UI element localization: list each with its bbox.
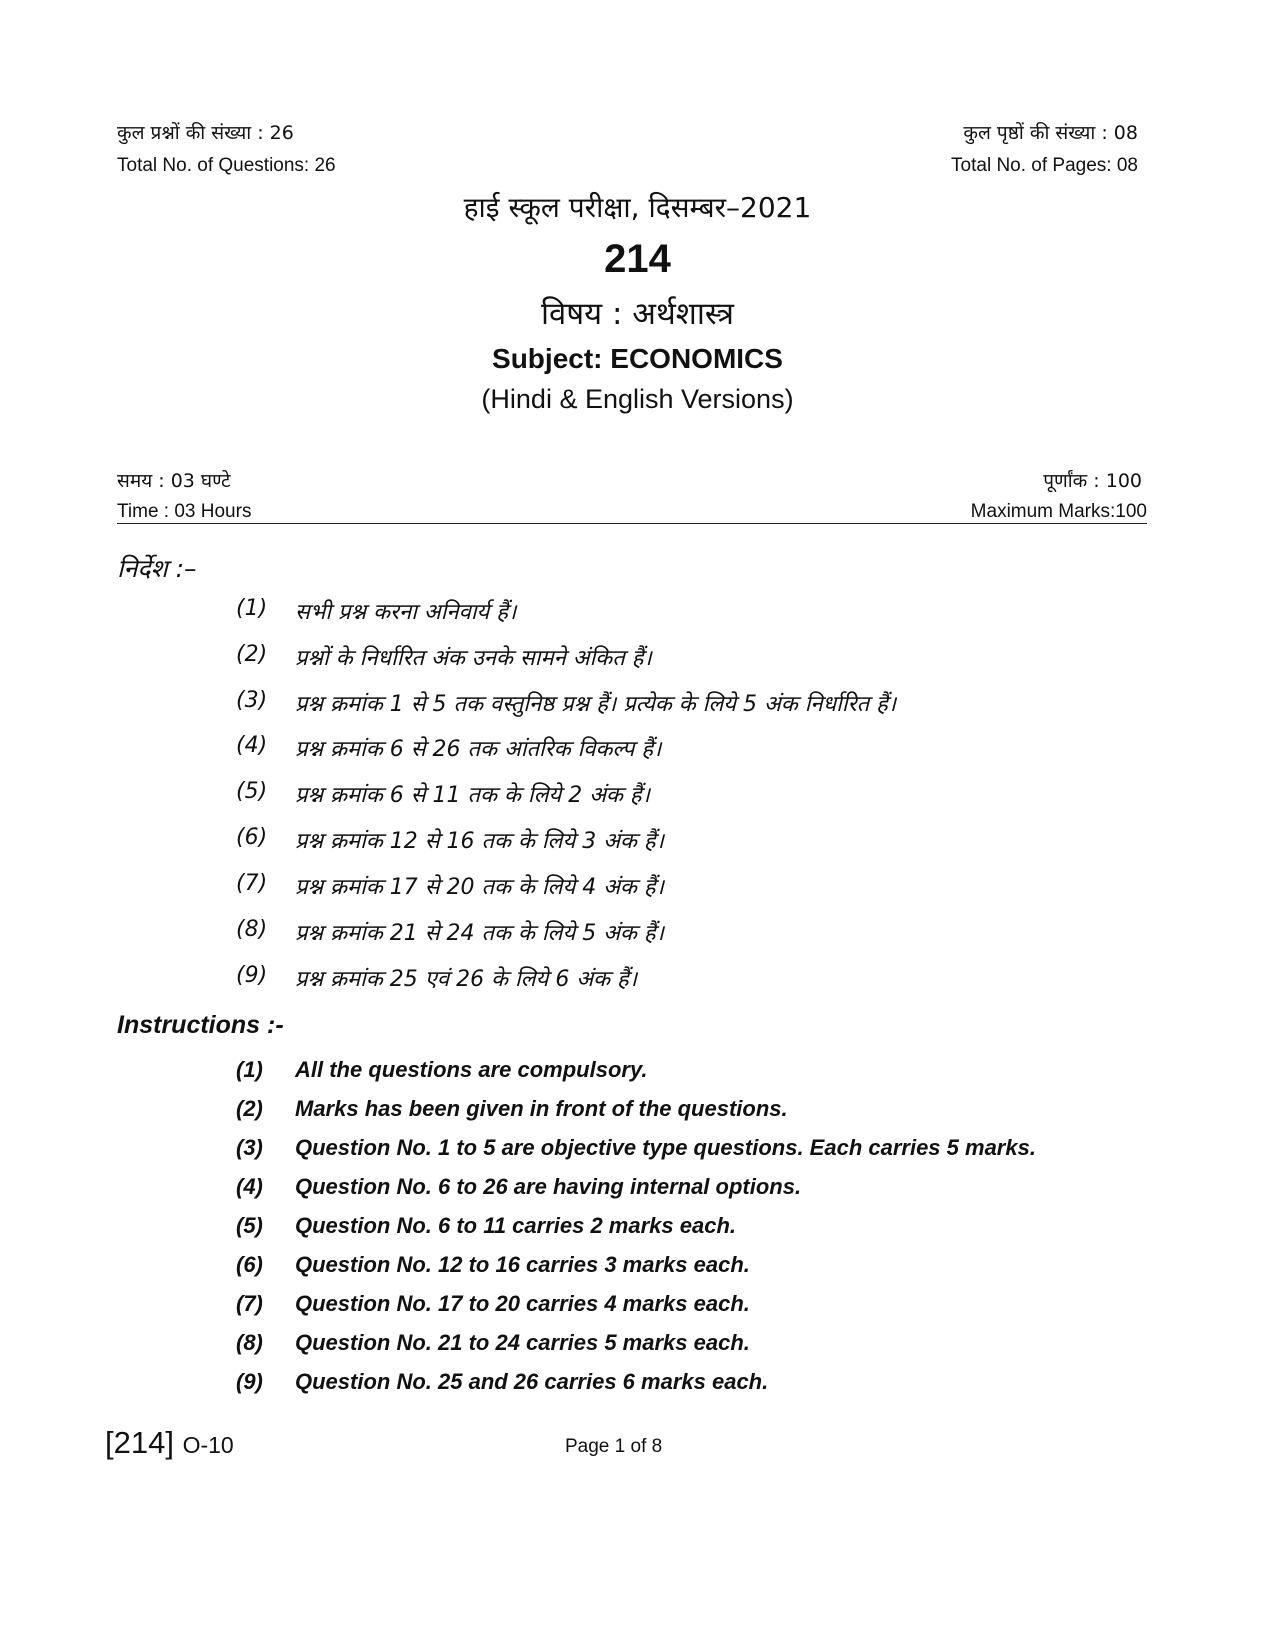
list-item: Question No. 25 and 26 carries 6 marks each. [295,1369,769,1394]
list-item-number: (3) [236,688,268,713]
subject-hindi: विषय : अर्थशास्त्र [540,296,735,332]
exam-title: हाई स्कूल परीक्षा, दिसम्बर–2021 [463,191,812,224]
list-item-number: (6) [236,825,268,850]
list-item-number: (1) [236,1057,263,1082]
list-item: Marks has been given in front of the questions. [295,1096,788,1121]
paper-code: 214 [604,237,671,281]
list-item-number: (4) [236,1174,263,1199]
list-item: Question No. 21 to 24 carries 5 marks each. [295,1330,750,1355]
list-item: All the questions are compulsory. [295,1057,648,1082]
header-divider [117,523,1147,524]
list-item: Question No. 12 to 16 carries 3 marks each. [295,1252,750,1277]
list-item-number: (2) [236,1096,263,1121]
list-item: Question No. 6 to 11 carries 2 marks each. [295,1213,737,1238]
footer-series: O-10 [182,1432,234,1458]
list-item-number: (5) [236,1213,263,1238]
list-item: Question No. 17 to 20 carries 4 marks each. [295,1291,750,1316]
list-item-number: (9) [236,1369,263,1394]
list-item: प्रश्न क्रमांक 12 से 16 तक के लिये 3 अंक हैं। [295,829,664,854]
list-item: प्रश्नों के निर्धारित अंक उनके सामने अंकित हैं। [295,646,652,671]
footer-paper-code [105,1425,234,1461]
list-item: Question No. 1 to 5 are objective type questions. Each carries 5 marks. [295,1135,1036,1160]
total-pages-english: Total No. of Pages: 08 [951,155,1138,176]
instructions-heading-english: Instructions :- [117,1011,284,1039]
list-item: प्रश्न क्रमांक 1 से 5 तक वस्तुनिष्ठ प्रश्न हैं। प्रत्येक के लिये 5 अंक निर्धारित हैं। [295,692,897,717]
instructions-heading-hindi: निर्देश :– [117,554,197,583]
list-item-number: (2) [236,642,268,667]
max-marks-english: Maximum Marks:100 [970,501,1147,522]
list-item-number: (9) [236,963,268,988]
list-item-number: (8) [236,1330,263,1355]
footer-code: [214] [105,1425,174,1460]
list-item-number: (3) [236,1135,263,1160]
page-number: Page 1 of 8 [565,1436,663,1457]
list-item: Question No. 6 to 26 are having internal options. [295,1174,802,1199]
list-item-number: (4) [236,733,268,758]
list-item: प्रश्न क्रमांक 17 से 20 तक के लिये 4 अंक हैं। [295,875,664,900]
list-item: प्रश्न क्रमांक 6 से 26 तक आंतरिक विकल्प हैं। [295,737,662,762]
list-item-number: (6) [236,1252,263,1277]
list-item: प्रश्न क्रमांक 21 से 24 तक के लिये 5 अंक हैं। [295,921,664,946]
time-hindi: समय : 03 घण्टे [117,470,231,492]
versions-note: (Hindi & English Versions) [481,384,794,414]
list-item-number: (5) [236,779,268,804]
list-item-number: (8) [236,917,268,942]
subject-english: Subject: ECONOMICS [492,343,783,374]
max-marks-hindi: पूर्णांक : 100 [1043,470,1142,492]
list-item-number: (7) [236,871,268,896]
total-pages-hindi: कुल पृष्ठों की संख्या : 08 [963,122,1138,144]
list-item-number: (1) [236,596,268,621]
total-questions-english: Total No. of Questions: 26 [117,155,336,176]
list-item: प्रश्न क्रमांक 25 एवं 26 के लिये 6 अंक हैं। [295,967,638,992]
total-questions-hindi: कुल प्रश्नों की संख्या : 26 [117,122,294,144]
time-english: Time : 03 Hours [117,501,252,522]
list-item-number: (7) [236,1291,263,1316]
list-item: सभी प्रश्न करना अनिवार्य हैं। [295,600,517,625]
list-item: प्रश्न क्रमांक 6 से 11 तक के लिये 2 अंक हैं। [295,783,650,808]
